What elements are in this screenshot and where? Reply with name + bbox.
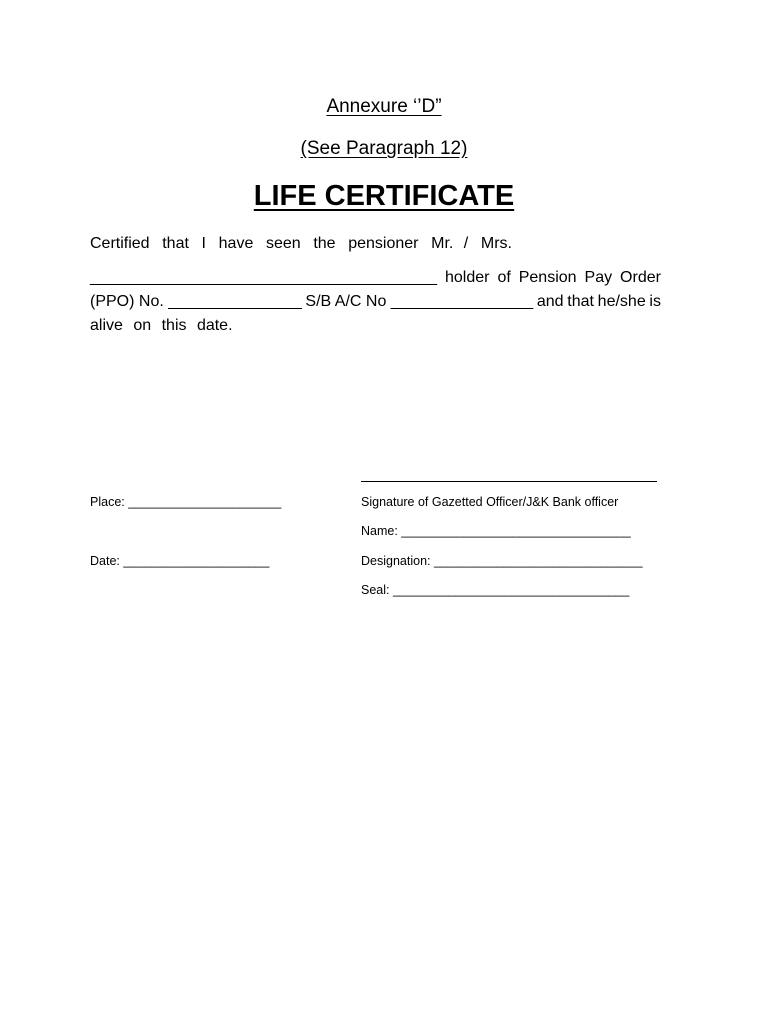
statement-line-2-word: _______________________________________ <box>90 269 438 286</box>
statement-line-1-word: Mr. / <box>431 235 469 252</box>
statement-line-2-word: Pay <box>584 269 613 286</box>
statement-line-1-word: pensioner <box>348 235 419 252</box>
statement-line-3-word: (PPO) No. _______________ <box>90 293 302 310</box>
statement-line-2-word: Pension <box>518 269 577 286</box>
statement-line-2 <box>90 266 661 290</box>
statement-line-1-word: Certified <box>90 235 150 252</box>
statement-line-3-word: S/B A/C No ________________ <box>305 293 534 310</box>
statement-line-4: alive on this date. <box>90 317 233 334</box>
statement-line-3-word: that <box>567 293 594 310</box>
statement-line-3-word: is <box>649 293 661 310</box>
document-title: LIFE CERTIFICATE <box>253 180 515 212</box>
statement-line-2-word: of <box>497 269 511 286</box>
statement-line-1-word: Mrs. <box>480 235 512 252</box>
statement-line-3-word: he/she <box>597 293 646 310</box>
signature-line <box>361 481 657 482</box>
statement-line-1-word: seen <box>265 235 301 252</box>
statement-line-1-word: have <box>218 235 254 252</box>
statement-line-1 <box>90 232 512 256</box>
paragraph-reference: (See Paragraph 12) <box>300 138 468 159</box>
annexure-heading: Annexure ‘’D” <box>326 96 442 117</box>
name-field: Name: _________________________________ <box>361 524 631 538</box>
statement-line-3-word: and <box>536 293 564 310</box>
statement-line-1-word: the <box>313 235 336 252</box>
date-field: Date: _____________________ <box>90 554 270 568</box>
place-field: Place: ______________________ <box>90 495 282 509</box>
statement-line-1-word: that <box>162 235 189 252</box>
statement-line-3 <box>90 290 661 314</box>
certification-statement <box>90 232 661 338</box>
statement-line-2-word: holder <box>445 269 490 286</box>
statement-line-2-word: Order <box>620 269 661 286</box>
seal-field: Seal: __________________________________ <box>361 583 630 597</box>
signature-label: Signature of Gazetted Officer/J&K Bank officer <box>361 495 619 509</box>
statement-line-1-word: I <box>201 235 206 252</box>
designation-field: Designation: ______________________________ <box>361 554 643 568</box>
